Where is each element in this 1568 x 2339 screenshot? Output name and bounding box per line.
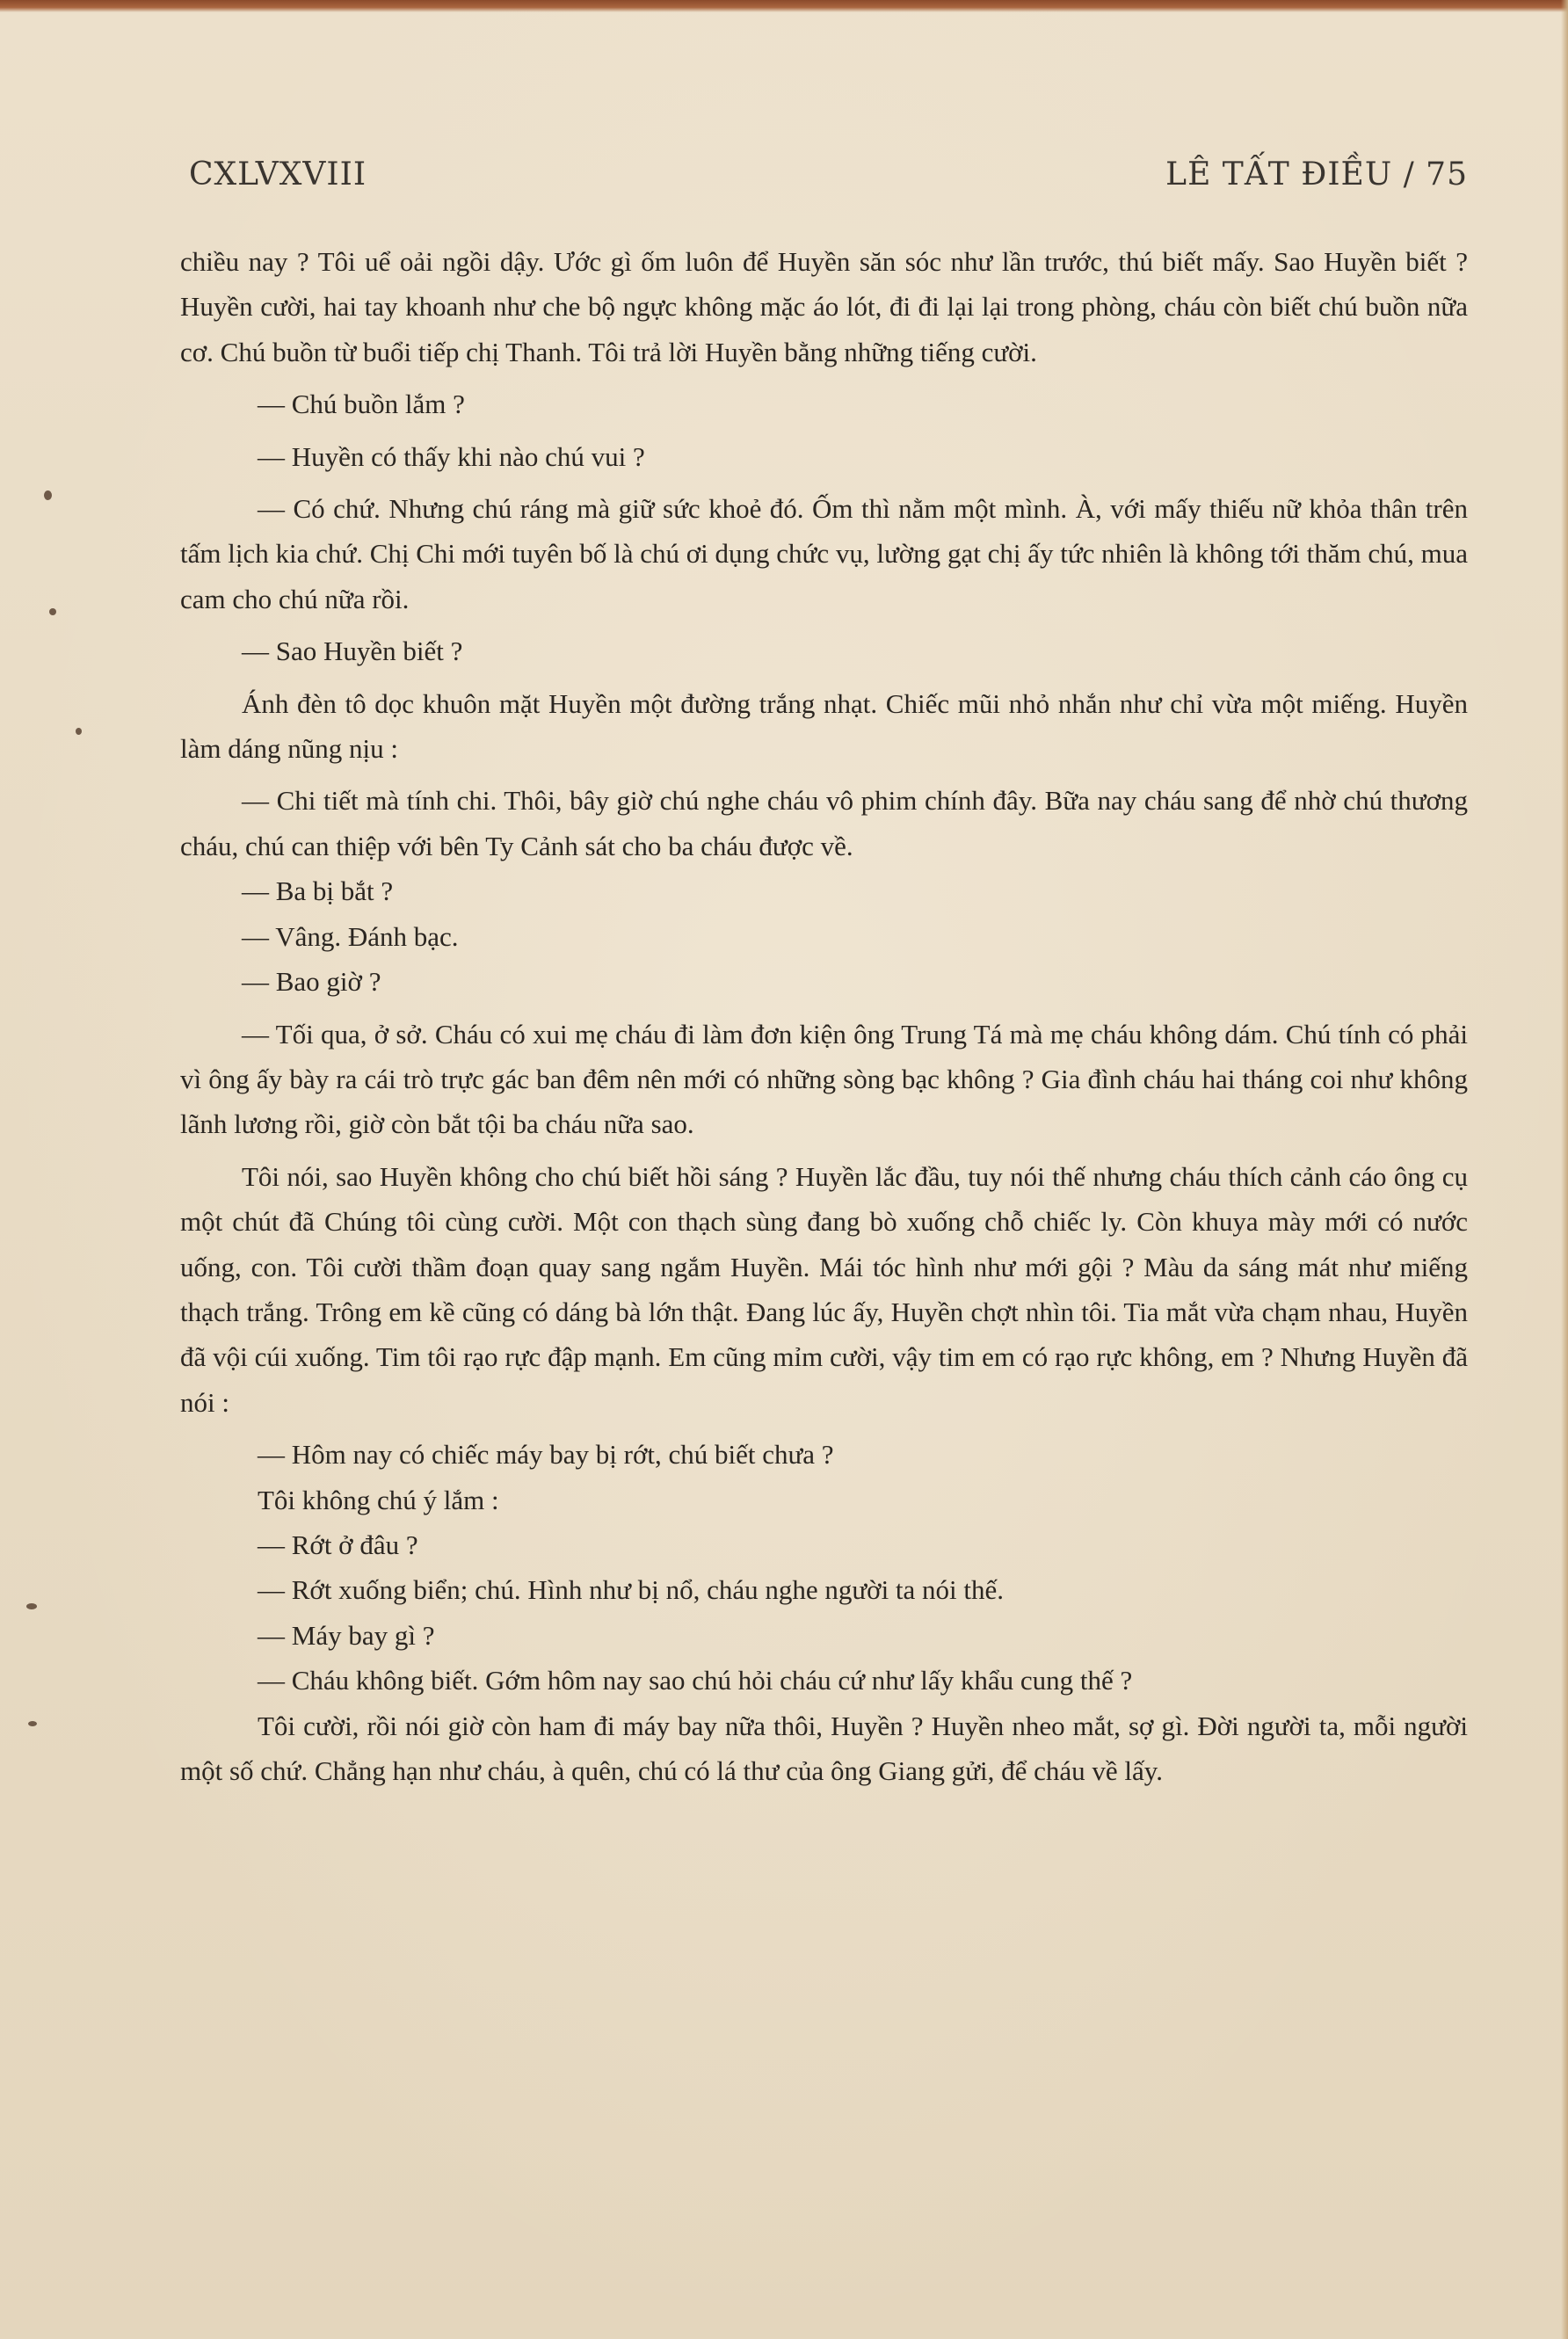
binding-hole [76, 728, 82, 735]
dialogue-line: — Có chứ. Nhưng chú ráng mà giữ sức khoẻ đó. Ốm thì nằm một mình. À, với mấy thiếu nữ khỏa thân trên tấm lịch kia chứ. Chị Chi mới tuyên bố là chú ơi dụng chức vụ, lường gạt chị ấy tức nhiên là không tới thăm chú, mua cam cho chú nữa rồi. [180, 493, 1468, 614]
page-top-edge [0, 0, 1568, 12]
header-code: CXLVXVIII [189, 156, 367, 192]
dialogue-line: — Rớt ở đâu ? [258, 1529, 418, 1560]
dialogue-line: — Chi tiết mà tính chi. Thôi, bây giờ chú nghe cháu vô phim chính đây. Bữa nay cháu sang để nhờ chú thương cháu, chú can thiệp với bên Ty Cảnh sát cho ba cháu được về. [180, 785, 1468, 861]
dialogue-line: — Rớt xuống biển; chú. Hình như bị nổ, cháu nghe người ta nói thế. [258, 1574, 1005, 1606]
paragraph: chiều nay ? Tôi uể oải ngồi dậy. Ước gì ốm luôn để Huyền săn sóc như lần trước, thú biết mấy. Sao Huyền biết ? Huyền cười, hai tay khoanh như che bộ ngực không mặc áo lót, đi đi lại lại trong phòng, cháu còn biết chú buồn nữa cơ. Chú buồn từ buổi tiếp chị Thanh. Tôi trả lời Huyền bằng những tiếng cười. [180, 246, 1468, 367]
dialogue-line: — Tối qua, ở sở. Cháu có xui mẹ cháu đi làm đơn kiện ông Trung Tá mà mẹ cháu không dám. Chú tính có phải vì ông ấy bày ra cái trò trực gác ban đêm nên mới có những sòng bạc không ? Gia đình cháu hai tháng coi như không lãnh lương rồi, giờ còn bắt tội ba cháu nữa sao. [180, 1018, 1468, 1140]
paragraph: Ánh đèn tô dọc khuôn mặt Huyền một đường trắng nhạt. Chiếc mũi nhỏ nhắn như chỉ vừa một miếng. Huyền làm dáng nũng nịu : [180, 687, 1468, 765]
paragraph: Tôi cười, rồi nói giờ còn ham đi máy bay nữa thôi, Huyền ? Huyền nheo mắt, sợ gì. Đời người ta, mỗi người một số chứ. Chẳng hạn như cháu, à quên, chú có lá thư của ông Giang gửi, để cháu về lấy. [180, 1710, 1468, 1786]
dialogue-line: — Huyền có thấy khi nào chú vui ? [258, 440, 645, 472]
dialogue-line: — Chú buồn lắm ? [258, 389, 465, 420]
binding-hole [49, 608, 56, 615]
running-header [189, 156, 1468, 200]
header-author-page: LÊ TẤT ĐIỀU / 75 [1165, 156, 1468, 192]
dialogue-line: — Hôm nay có chiếc máy bay bị rớt, chú biết chưa ? [258, 1439, 834, 1471]
paragraph: Tôi không chú ý lắm : [258, 1484, 499, 1515]
dialogue-line: — Vâng. Đánh bạc. [242, 920, 459, 952]
binding-hole [44, 490, 52, 500]
dialogue-line: — Sao Huyền biết ? [242, 636, 463, 667]
dialogue-line: — Cháu không biết. Gớm hôm nay sao chú hỏi cháu cứ như lấy khẩu cung thế ? [258, 1665, 1133, 1696]
dialogue-line: — Máy bay gì ? [258, 1619, 435, 1651]
page-right-edge [1561, 0, 1568, 2339]
dialogue-line: — Bao giờ ? [242, 966, 381, 998]
dialogue-line: — Ba bị bắt ? [242, 875, 394, 907]
binding-holes [0, 0, 62, 2339]
binding-hole [28, 1721, 37, 1726]
page-body [180, 239, 1468, 1793]
paragraph: Tôi nói, sao Huyền không cho chú biết hồi sáng ? Huyền lắc đầu, tuy nói thế nhưng cháu thích cảnh cáo ông cụ một chút đã Chúng tôi cùng cười. Một con thạch sùng đang bò xuống chỗ chiếc ly. Còn khuya mày mới có nước uống, con. Tôi cười thầm đoạn quay sang ngắm Huyền. Mái tóc hình như mới gội ? Màu da sáng mát như miếng thạch trắng. Trông em kề cũng có dáng bà lớn thật. Đang lúc ấy, Huyền chợt nhìn tôi. Tia mắt vừa chạm nhau, Huyền đã vội cúi xuống. Tim tôi rạo rực đập mạnh. Em cũng mỉm cười, vậy tim em có rạo rực không, em ? Nhưng Huyền đã nói : [180, 1160, 1468, 1418]
binding-hole [26, 1603, 37, 1609]
